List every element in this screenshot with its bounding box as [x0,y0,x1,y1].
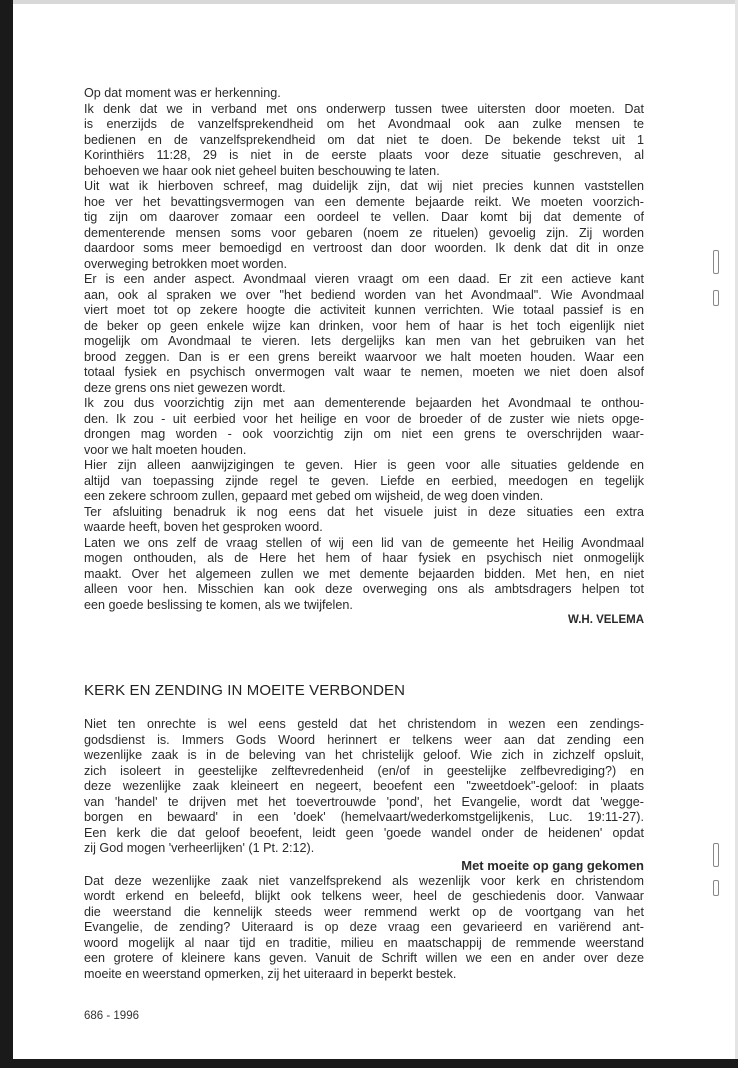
scan-edge-bottom [0,1059,738,1068]
text-line: moeite en weerstand opmerken, zij het uiteraard in beperkt bestek. [84,966,457,981]
text-line: Op dat moment was er herkenning. [84,86,281,100]
text-line: Niet ten onrechte is wel eens gesteld dat het christendom in wezen een zendings- [84,717,644,731]
text-line: een zekere schroom zullen, gepaard met gebed om wijsheid, de weg doen vinden. [84,489,544,503]
text-line: behoeven we haar ook niet geheel buiten beschouwing te laten. [84,163,440,178]
text-line: die weerstand die kennelijk steeds weer remmend werkt op de voortgang van het [84,904,644,919]
text-line: mogelijk om Avondmaal te vieren. Iets dergelijks kan men van het gebruiken van het [84,334,644,348]
text-line: deze wezenlijke zaak kleineert en negeert, beoefent een "zweetdoek"-geloof: in plaats [84,779,644,793]
text-line: Ik zou dus voorzichtig zijn met aan dementerende bejaarden het Avondmaal te onthou- [84,396,644,410]
text-line: Evangelie, de zending? Uiteraard is op deze vraag een gevarieerd en variërend ant- [84,920,644,934]
text-line: Er is een ander aspect. Avondmaal vieren vraagt om een daad. Er zit een actieve kant [84,272,644,286]
text-line: dementerende mensen soms voor gebaren (noem ze rituelen) gevoelig zijn. Zij worden [84,225,644,240]
text-line: Dat deze wezenlijke zaak niet vanzelfsprekend als wezenlijk voor kerk en christendom [84,873,644,888]
text-line: altijd van toepassing zijnde regel te geven. Liefde en eerbied, meedogen en tegelijk [84,473,644,488]
text-line: mogen onthouden, als de Here het hem of haar fysiek en psychisch niet onmogelijk [84,551,644,565]
text-line: zij God mogen 'verheerlijken' (1 Pt. 2:12). [84,841,315,855]
text-line: godsdienst is. Immers Gods Woord herinnert er telkens weer aan dat zending een [84,732,644,747]
text-line: wordt erkend en beleefd, blijkt ook telkens weer, heel de geschiedenis door. Vanwaar [84,889,644,903]
article-kerk-en-zending [84,717,644,982]
text-line: totaal fysiek en psychisch onvermogen valt waar te nemen, moeten we niet doen alsof [84,365,644,379]
text-line: deze grens ons niet gewezen wordt. [84,380,286,395]
text-line: voor we halt moeten houden. [84,442,247,457]
text-line: een grotere of kleinere kans geven. Vanuit de Schrift willen we een en ander over deze [84,951,644,965]
text-line: Laten we ons zelf de vraag stellen of wij een lid van de gemeente het Heilig Avondmaal [84,535,644,550]
subheading: Met moeite op gang gekomen [461,857,644,873]
text-line: wezenlijke zaak is in de beleving van het christelijk geloof. Wie zich in zichzelf opsluit, [84,748,644,762]
text-line: borgen en bewaard' in een 'doek' (hemelvaart/wederkomstgelijkenis, Luc. 19:11-27). [84,810,644,824]
paragraph [84,505,644,536]
text-line: de beker op geen enkele wijze kan drinken, voor hem of haar is het toch eigenlijk niet [84,318,644,333]
paragraph [84,874,644,983]
text-line: van 'handel' te drijven met het toevertrouwde 'pond', het Evangelie, wordt dat 'wegge- [84,794,644,809]
text-line: Korinthiërs 11:28, 29 is niet in de eerste plaats voor deze situatie geschreven, al [84,148,644,162]
text-line: drongen mag worden - ook voorzichtig zijn om niet een grens te overschrijden waar- [84,427,644,441]
text-line: woord mogelijk al naar tijd en traditie, milieu en maatschappij de remmende weerstand [84,935,644,950]
text-line: Hier zijn alleen aanwijzigingen te geven. Hier is geen voor alle situaties geldende en [84,458,644,472]
paragraph [84,86,644,102]
text-line: Ter afsluiting benadruk ik nog eens dat het visuele juist in deze situaties een extra [84,504,644,519]
text-line: een goede beslissing te komen, als we twijfelen. [84,597,353,612]
binding-mark [713,843,719,867]
paragraph [84,536,644,614]
text-line: tig zijn om daarover zomaar een oordeel te vellen. Daar komt bij dat demente of [84,210,644,224]
text-line: daardoor soms meer bemoedigd en vertroost dan door woorden. Ik denk dat dit in onze [84,241,644,255]
binding-mark [713,880,719,896]
text-line: alleen voor hen. Misschien kan ook deze overweging ons als ambtsdragers helpen tot [84,582,644,596]
text-line: zich isoleert in geestelijke zelftevredenheid (en/of in geestelijke zelfbevrediging?) en [84,763,644,778]
text-line: brood zeggen. Dan is er een grens bereikt waarvoor we halt moeten houden. Waar een [84,349,644,364]
scan-edge-top [13,0,738,4]
text-line: maakt. Over het algemeen zullen we met demente bejaarden bidden. Met hen, en niet [84,566,644,581]
text-line: viert moet tot op zekere hoogte die activiteit kunnen verrichten. Wie totaal passief is en [84,303,644,317]
scan-edge-left [0,0,13,1068]
text-line: den. Ik zou - uit eerbied voor het heilige en voor de broeder of de zuster wie niets opge- [84,411,644,426]
text-line: waarde heeft, boven het gesproken woord. [84,520,323,534]
text-line: aan, ook al spraken we over "het bediend worden van het Avondmaal". Wie Avondmaal [84,287,644,302]
text-line: Een kerk die dat geloof beoefent, leidt geen 'goede wandel onder de heidenen' opdat [84,825,644,840]
page-number: 686 - 1996 [84,1010,139,1022]
text-line: Uit wat ik hierboven schreef, mag duidelijk zijn, dat wij niet precies kunnen vaststellen [84,179,644,193]
paragraph [84,102,644,180]
article-title: KERK EN ZENDING IN MOEITE VERBONDEN [84,682,406,699]
text-line: Ik denk dat we in verband met ons onderwerp tussen twee uitersten door moeten. Dat [84,101,644,116]
author-signature: W.H. VELEMA [567,614,644,626]
paragraph [84,272,644,396]
text-line: bedienen en de vanzelfsprekendheid om dat niet te doen. De bekende tekst uit 1 [84,132,644,147]
paragraph [84,179,644,272]
text-line: overweging betrokken moet worden. [84,256,288,271]
binding-mark [713,290,719,306]
paragraph [84,717,644,857]
binding-mark [713,250,719,274]
paragraph [84,458,644,505]
paragraph [84,396,644,458]
text-line: is enerzijds de vanzelfsprekendheid om het Avondmaal ook aan zulke mensen te [84,117,644,131]
article-velema [84,86,644,629]
text-line: hoe ver het bevattingsvermogen van een demente bejaarde reikt. We moeten voorzich- [84,194,644,209]
